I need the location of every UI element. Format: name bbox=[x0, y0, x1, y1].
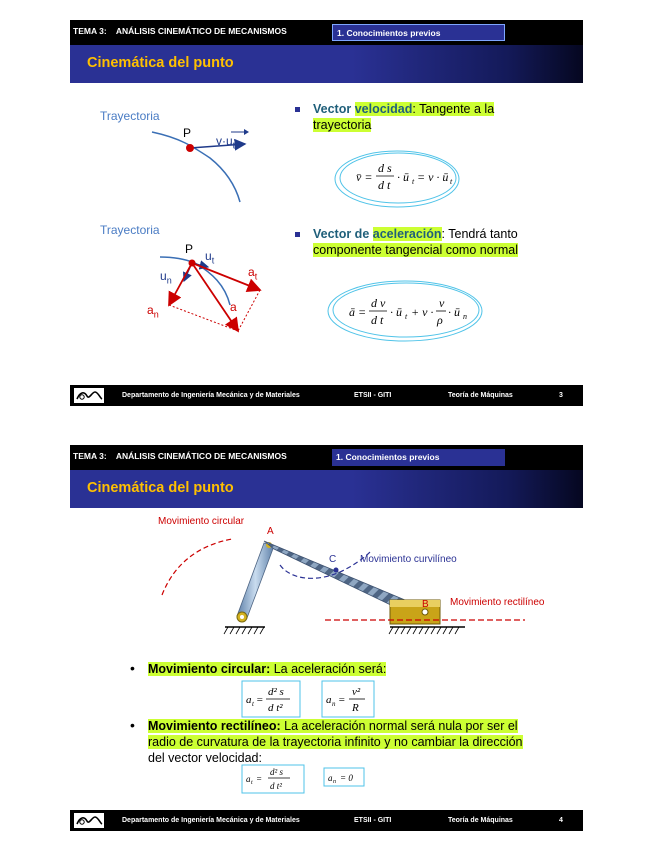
svg-text:d² s: d² s bbox=[270, 767, 283, 777]
department-logo bbox=[74, 813, 104, 828]
acceleration-formula bbox=[325, 276, 485, 346]
slide-4 bbox=[70, 445, 583, 831]
circular-arc bbox=[162, 539, 232, 595]
section-label: 1. Conocimientos previos bbox=[332, 24, 505, 41]
point-b-label: B bbox=[422, 599, 429, 610]
topic-title: TEMA 3: ANÁLISIS CINEMÁTICO DE MECANISMOS bbox=[73, 26, 287, 36]
svg-text:+ v ·: + v · bbox=[411, 305, 434, 319]
rectilinear-motion-label: Movimiento rectilíneo bbox=[450, 597, 545, 608]
svg-text:· ū: · ū bbox=[448, 305, 460, 319]
page-number: 3 bbox=[559, 392, 563, 399]
svg-text:d s: d s bbox=[378, 161, 392, 175]
svg-text:a: a bbox=[246, 774, 251, 784]
svg-text:= 0: = 0 bbox=[340, 773, 353, 783]
point-p bbox=[186, 144, 194, 152]
svg-text:d t²: d t² bbox=[268, 702, 283, 714]
svg-text:t: t bbox=[412, 177, 415, 186]
rectilinear-bullet: Movimiento rectilíneo: La aceleración normal será nula por ser el radio de curvatura de la trayectoria infinito y no cambiar la dirección del vector velocidad: bbox=[148, 719, 523, 765]
svg-text:R: R bbox=[352, 702, 359, 714]
svg-text:a: a bbox=[246, 694, 252, 706]
footer-department: Departamento de Ingeniería Mecánica y de Materiales bbox=[122, 817, 300, 824]
point-p-2 bbox=[189, 260, 196, 267]
svg-text:ρ: ρ bbox=[437, 313, 443, 327]
svg-text:d v: d v bbox=[371, 296, 386, 310]
slide-title: Cinemática del punto bbox=[87, 480, 234, 496]
svg-text:t: t bbox=[252, 700, 254, 708]
svg-text:n: n bbox=[463, 312, 467, 321]
slide-footer bbox=[70, 385, 583, 406]
point-p-label-2: P bbox=[185, 242, 194, 256]
svg-text:n: n bbox=[332, 700, 336, 708]
bullet-dot: • bbox=[130, 660, 135, 676]
svg-text:= v · ū: = v · ū bbox=[417, 170, 449, 184]
bullet-icon bbox=[295, 232, 300, 237]
svg-text:· ū: · ū bbox=[397, 170, 409, 184]
a-vector bbox=[192, 263, 238, 331]
svg-text:d t: d t bbox=[378, 178, 391, 192]
crank-link bbox=[237, 543, 274, 618]
un-label: $u_n$ bbox=[160, 269, 172, 286]
slide-footer bbox=[70, 810, 583, 831]
point-a-label: A bbox=[267, 526, 274, 537]
svg-text:· ū: · ū bbox=[390, 305, 402, 319]
vut-label: $v\cdot u_t$ bbox=[216, 134, 236, 151]
footer-school: ETSII - GITI bbox=[354, 392, 392, 399]
velocity-bullet: Vector velocidad: Tangente a la trayectoria bbox=[313, 102, 495, 132]
title-bar bbox=[70, 45, 583, 83]
footer-subject: Teoría de Máquinas bbox=[448, 392, 513, 399]
footer-school: ETSII - GITI bbox=[354, 817, 392, 824]
circular-formulas bbox=[240, 679, 390, 719]
an-vector bbox=[169, 263, 192, 305]
svg-text:a: a bbox=[326, 694, 332, 706]
department-logo bbox=[74, 388, 104, 403]
svg-text:=: = bbox=[256, 774, 263, 784]
slide-3 bbox=[70, 20, 583, 406]
svg-text:d² s: d² s bbox=[268, 686, 284, 698]
ut-label: $u_t$ bbox=[205, 249, 215, 266]
svg-text:=: = bbox=[256, 694, 264, 706]
velocity-diagram bbox=[150, 124, 260, 204]
page-number: 4 bbox=[559, 817, 563, 824]
velocity-formula bbox=[332, 147, 462, 211]
point-p-label: P bbox=[183, 126, 192, 140]
point-c-label: C bbox=[329, 554, 337, 565]
an-label: $a_n$ bbox=[147, 303, 159, 320]
curvilinear-motion-label: Movimiento curvilíneo bbox=[360, 554, 457, 565]
svg-text:n: n bbox=[333, 779, 336, 785]
slide-header bbox=[70, 20, 583, 45]
trajectory-label-2: Trayectoria bbox=[100, 223, 160, 237]
acceleration-bullet: Vector de aceleración: Tendrá tanto componente tangencial como normal bbox=[313, 227, 518, 257]
acceleration-diagram bbox=[160, 245, 270, 345]
section-label: 1. Conocimientos previos bbox=[332, 449, 505, 466]
svg-text:a: a bbox=[328, 773, 333, 783]
svg-text:ā =: ā = bbox=[349, 305, 367, 319]
slide-title: Cinemática del punto bbox=[87, 55, 234, 71]
circular-motion-label: Movimiento circular bbox=[158, 516, 245, 527]
footer-department: Departamento de Ingeniería Mecánica y de Materiales bbox=[122, 392, 300, 399]
bullet-icon bbox=[295, 107, 300, 112]
title-bar bbox=[70, 470, 583, 508]
rectilinear-formulas bbox=[240, 763, 380, 795]
svg-text:v: v bbox=[439, 296, 445, 310]
svg-text:t: t bbox=[251, 780, 253, 786]
mechanism-diagram bbox=[140, 517, 540, 639]
svg-text:d t²: d t² bbox=[270, 781, 282, 791]
svg-text:d t: d t bbox=[371, 313, 384, 327]
svg-text:v²: v² bbox=[352, 686, 361, 698]
topic-title: TEMA 3: ANÁLISIS CINEMÁTICO DE MECANISMOS bbox=[73, 451, 287, 461]
footer-subject: Teoría de Máquinas bbox=[448, 817, 513, 824]
a-label: a bbox=[230, 300, 237, 314]
svg-text:=: = bbox=[338, 694, 346, 706]
svg-text:t: t bbox=[405, 312, 408, 321]
slide-header bbox=[70, 445, 583, 470]
bullet-dot: • bbox=[130, 717, 135, 733]
circular-bullet: Movimiento circular: La aceleración será: bbox=[148, 662, 387, 676]
at-label: $a_t$ bbox=[248, 265, 258, 282]
trajectory-label: Trayectoria bbox=[100, 109, 160, 123]
svg-text:v̄ =: v̄ = bbox=[356, 170, 373, 184]
vector-arrow-icon bbox=[230, 128, 250, 136]
svg-text:t: t bbox=[450, 177, 453, 186]
